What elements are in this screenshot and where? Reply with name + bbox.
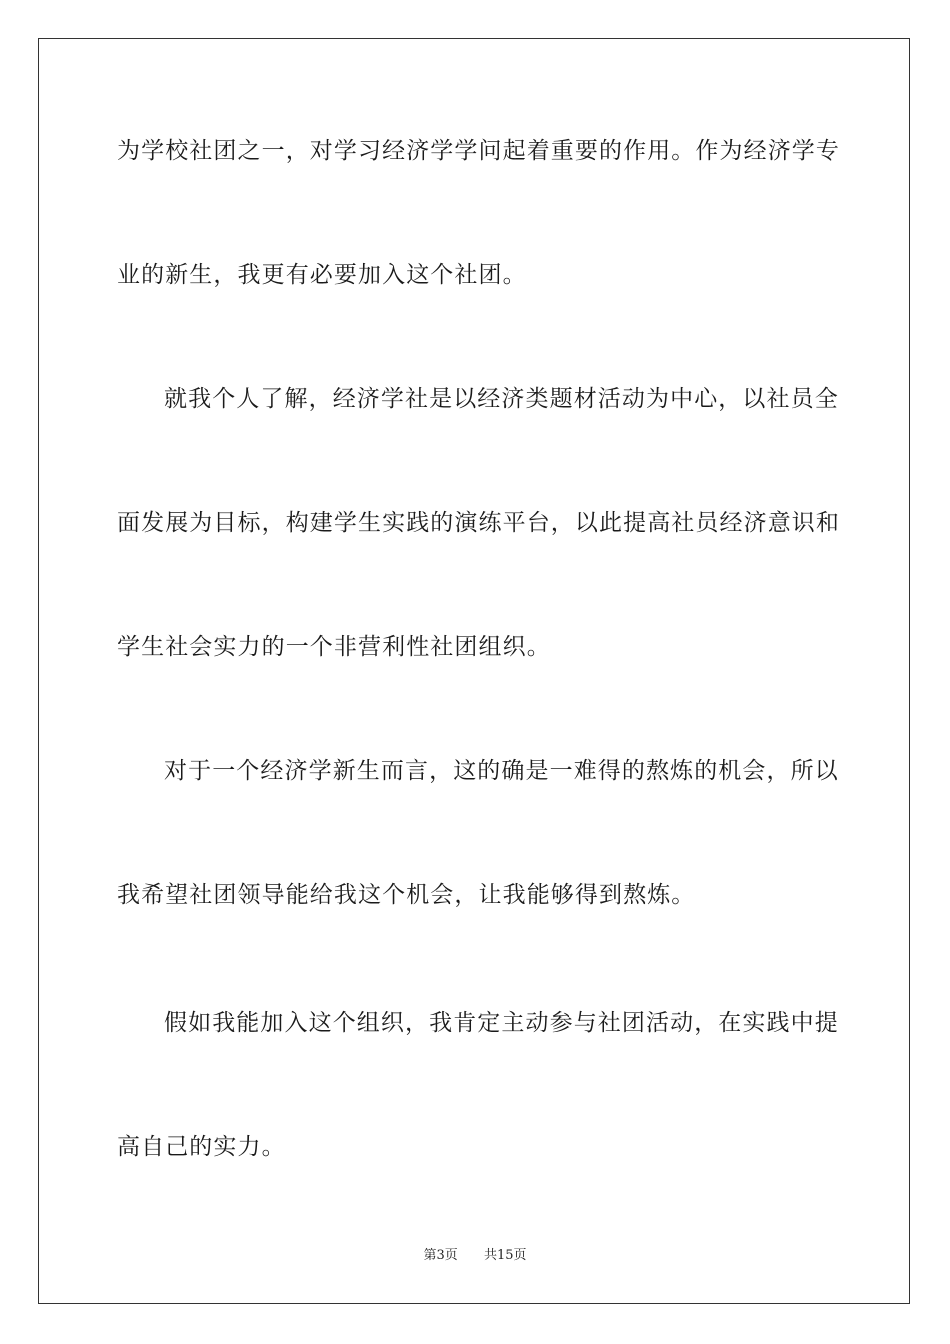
page-total: 共15页 <box>484 1248 527 1263</box>
paragraph-line: 为学校社团之一，对学习经济学学问起着重要的作用。作为经济学专 <box>117 138 840 164</box>
page-footer <box>0 1247 950 1265</box>
paragraph-line: 业的新生，我更有必要加入这个社团。 <box>117 262 527 288</box>
paragraph-line: 面发展为目标，构建学生实践的演练平台，以此提高社员经济意识和 <box>117 510 840 536</box>
paragraph-line: 学生社会实力的一个非营利性社团组织。 <box>117 634 551 660</box>
paragraph-line: 我希望社团领导能给我这个机会，让我能够得到熬炼。 <box>117 882 696 908</box>
paragraph-line: 对于一个经济学新生而言，这的确是一难得的熬炼的机会，所以 <box>164 758 839 784</box>
paragraph-line: 高自己的实力。 <box>117 1134 286 1160</box>
page-border <box>38 38 910 1304</box>
paragraph-line: 假如我能加入这个组织，我肯定主动参与社团活动，在实践中提 <box>164 1010 839 1036</box>
page-number: 第3页 <box>423 1248 458 1263</box>
paragraph-line: 就我个人了解，经济学社是以经济类题材活动为中心，以社员全 <box>164 386 839 412</box>
